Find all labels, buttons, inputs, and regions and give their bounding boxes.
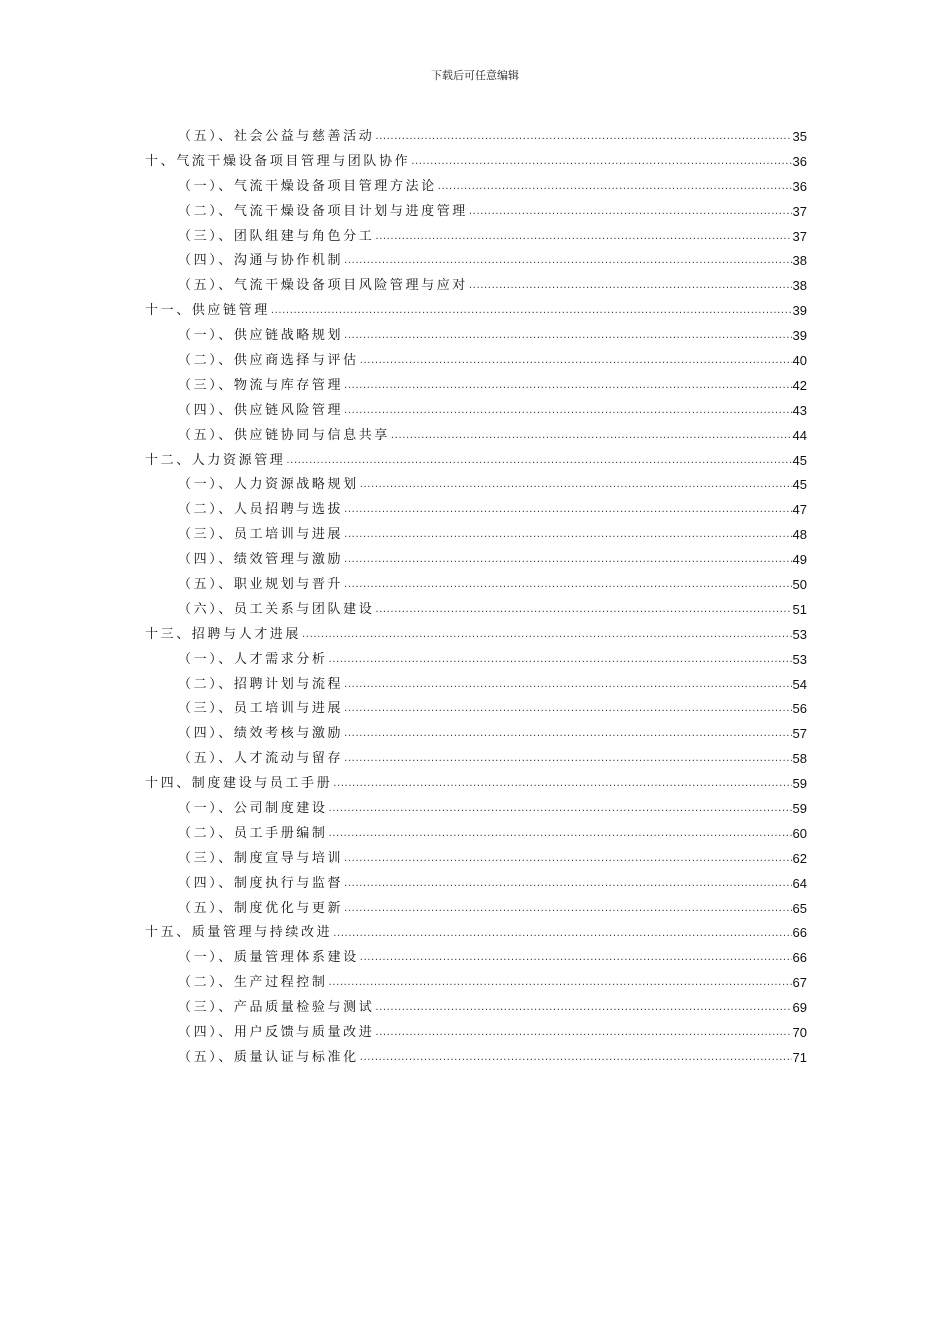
toc-page-number: 47 [792,502,807,518]
toc-page-number: 51 [792,601,807,617]
toc-entry-title: （四）、供应链风险管理 [178,402,344,418]
toc-section-entry[interactable] [145,274,807,299]
toc-dot-leader [344,747,791,772]
toc-dot-leader [375,1021,791,1046]
toc-entry-title: （四）、用户反馈与质量改进 [178,1025,375,1041]
toc-entry-title: （一）、人才需求分析 [178,651,328,667]
toc-dot-leader [360,349,792,374]
toc-entry-title: （五）、制度优化与更新 [178,900,344,916]
toc-chapter-entry[interactable] [145,299,807,324]
toc-page-number: 38 [792,278,807,294]
toc-entry-title: （四）、制度执行与监督 [178,875,344,891]
toc-dot-leader [344,872,791,897]
page-header-note: 下载后可任意编辑 [431,69,519,82]
toc-dot-leader [438,175,792,200]
toc-entry-title: （一）、人力资源战略规划 [178,477,359,493]
toc-page-number: 43 [792,402,807,418]
toc-dot-leader [375,598,791,623]
toc-chapter-entry[interactable] [145,150,807,175]
toc-page-number: 56 [792,701,807,717]
toc-dot-leader [360,473,792,498]
toc-dot-leader [375,996,791,1021]
toc-entry-title: 十五、质量管理与持续改进 [145,925,333,941]
toc-dot-leader [411,150,791,175]
toc-entry-title: （二）、招聘计划与流程 [178,676,344,692]
toc-section-entry[interactable] [145,249,807,274]
toc-entry-title: 十三、招聘与人才进展 [145,626,302,642]
toc-entry-title: （五）、人才流动与留存 [178,751,344,767]
toc-section-entry[interactable] [145,747,807,772]
toc-section-entry[interactable] [145,673,807,698]
toc-dot-leader [344,249,791,274]
toc-section-entry[interactable] [145,175,807,200]
toc-section-entry[interactable] [145,125,807,150]
toc-dot-leader [344,573,791,598]
toc-page-number: 53 [792,626,807,642]
toc-section-entry[interactable] [145,722,807,747]
toc-entry-title: 十二、人力资源管理 [145,452,286,468]
toc-page-number: 62 [792,850,807,866]
toc-page-number: 64 [792,875,807,891]
toc-dot-leader [391,424,792,449]
toc-section-entry[interactable] [145,349,807,374]
toc-entry-title: （四）、沟通与协作机制 [178,253,344,269]
toc-section-entry[interactable] [145,200,807,225]
toc-entry-title: （一）、供应链战略规划 [178,328,344,344]
toc-chapter-entry[interactable] [145,772,807,797]
toc-section-entry[interactable] [145,946,807,971]
toc-section-entry[interactable] [145,872,807,897]
toc-page-number: 50 [792,577,807,593]
toc-dot-leader [344,523,791,548]
toc-section-entry[interactable] [145,971,807,996]
toc-chapter-entry[interactable] [145,449,807,474]
toc-page-number: 40 [792,353,807,368]
toc-page-number: 36 [792,178,807,194]
toc-dot-leader [344,673,791,698]
toc-section-entry[interactable] [145,1046,807,1071]
toc-section-entry[interactable] [145,548,807,573]
toc-page-number: 60 [792,825,807,841]
toc-entry-title: （四）、绩效管理与激励 [178,552,344,568]
toc-page-number: 37 [792,203,807,219]
toc-dot-leader [344,697,791,722]
toc-section-entry[interactable] [145,424,807,449]
toc-entry-title: （五）、质量认证与标准化 [178,1049,359,1065]
toc-dot-leader [329,648,792,673]
toc-dot-leader [344,722,791,747]
toc-page-number: 70 [792,1025,807,1041]
toc-section-entry[interactable] [145,697,807,722]
toc-entry-title: （二）、供应商选择与评估 [178,353,359,368]
toc-page-number: 35 [792,128,807,144]
toc-page-number: 39 [792,303,807,319]
toc-page-number: 57 [792,726,807,742]
toc-dot-leader [344,374,791,399]
toc-section-entry[interactable] [145,399,807,424]
toc-entry-title: （二）、生产过程控制 [178,975,328,991]
toc-section-entry[interactable] [145,498,807,523]
toc-page-number: 49 [792,552,807,568]
toc-page-number: 53 [792,651,807,667]
toc-dot-leader [344,548,791,573]
toc-page-number: 65 [792,900,807,916]
toc-page-number: 42 [792,377,807,393]
toc-dot-leader [344,324,791,349]
toc-entry-title: 十一、供应链管理 [145,303,270,319]
toc-section-entry[interactable] [145,822,807,847]
toc-dot-leader [469,200,792,225]
toc-dot-leader [329,971,792,996]
toc-entry-title: （五）、社会公益与慈善活动 [178,128,375,144]
toc-dot-leader [344,399,791,424]
toc-section-entry[interactable] [145,523,807,548]
table-of-contents [145,125,807,1071]
toc-dot-leader [271,299,792,324]
toc-dot-leader [333,922,791,947]
toc-chapter-entry[interactable] [145,922,807,947]
toc-section-entry[interactable] [145,1021,807,1046]
toc-section-entry[interactable] [145,797,807,822]
toc-page-number: 66 [792,950,807,966]
toc-page-number: 45 [792,452,807,468]
toc-dot-leader [333,772,791,797]
toc-page-number: 54 [792,676,807,692]
toc-dot-leader [360,946,792,971]
toc-chapter-entry[interactable] [145,623,807,648]
toc-dot-leader [329,797,792,822]
toc-page-number: 67 [792,975,807,991]
toc-page-number: 48 [792,527,807,543]
toc-entry-title: （四）、绩效考核与激励 [178,726,344,742]
toc-dot-leader [344,498,791,523]
toc-section-entry[interactable] [145,374,807,399]
toc-section-entry[interactable] [145,473,807,498]
toc-dot-leader [360,1046,792,1071]
toc-section-entry[interactable] [145,225,807,250]
toc-page-number: 36 [792,153,807,169]
toc-page-number: 58 [792,751,807,767]
toc-entry-title: 十、气流干燥设备项目管理与团队协作 [145,153,411,169]
toc-dot-leader [302,623,792,648]
toc-entry-title: （二）、气流干燥设备项目计划与进度管理 [178,203,468,219]
toc-dot-leader [375,225,791,250]
toc-section-entry[interactable] [145,324,807,349]
toc-page-number: 66 [792,925,807,941]
toc-entry-title: （三）、物流与库存管理 [178,377,344,393]
toc-section-entry[interactable] [145,573,807,598]
toc-entry-title: （三）、员工培训与进展 [178,701,344,717]
toc-page-number: 38 [792,253,807,269]
toc-dot-leader [329,822,792,847]
toc-entry-title: （二）、员工手册编制 [178,825,328,841]
toc-page-number: 59 [792,801,807,817]
toc-entry-title: （三）、员工培训与进展 [178,527,344,543]
toc-page-number: 37 [792,228,807,244]
toc-section-entry[interactable] [145,897,807,922]
toc-page-number: 44 [792,427,807,443]
toc-entry-title: （五）、气流干燥设备项目风险管理与应对 [178,278,468,294]
toc-entry-title: （一）、气流干燥设备项目管理方法论 [178,178,437,194]
toc-dot-leader [375,125,791,150]
toc-entry-title: （一）、质量管理体系建设 [178,950,359,966]
toc-dot-leader [286,449,791,474]
toc-page-number: 39 [792,328,807,344]
toc-page-number: 59 [792,776,807,792]
toc-entry-title: （三）、制度宣导与培训 [178,850,344,866]
toc-entry-title: 十四、制度建设与员工手册 [145,776,333,792]
toc-section-entry[interactable] [145,996,807,1021]
toc-entry-title: （五）、供应链协同与信息共享 [178,427,390,443]
toc-page-number: 71 [792,1049,807,1065]
toc-entry-title: （二）、人员招聘与选拔 [178,502,344,518]
toc-dot-leader [344,897,791,922]
toc-section-entry[interactable] [145,847,807,872]
toc-page-number: 45 [792,477,807,493]
toc-section-entry[interactable] [145,648,807,673]
toc-section-entry[interactable] [145,598,807,623]
toc-dot-leader [344,847,791,872]
toc-entry-title: （五）、职业规划与晋升 [178,577,344,593]
toc-entry-title: （六）、员工关系与团队建设 [178,601,375,617]
toc-entry-title: （三）、产品质量检验与测试 [178,1000,375,1016]
toc-entry-title: （三）、团队组建与角色分工 [178,228,375,244]
toc-entry-title: （一）、公司制度建设 [178,801,328,817]
toc-page-number: 69 [792,1000,807,1016]
toc-dot-leader [469,274,792,299]
